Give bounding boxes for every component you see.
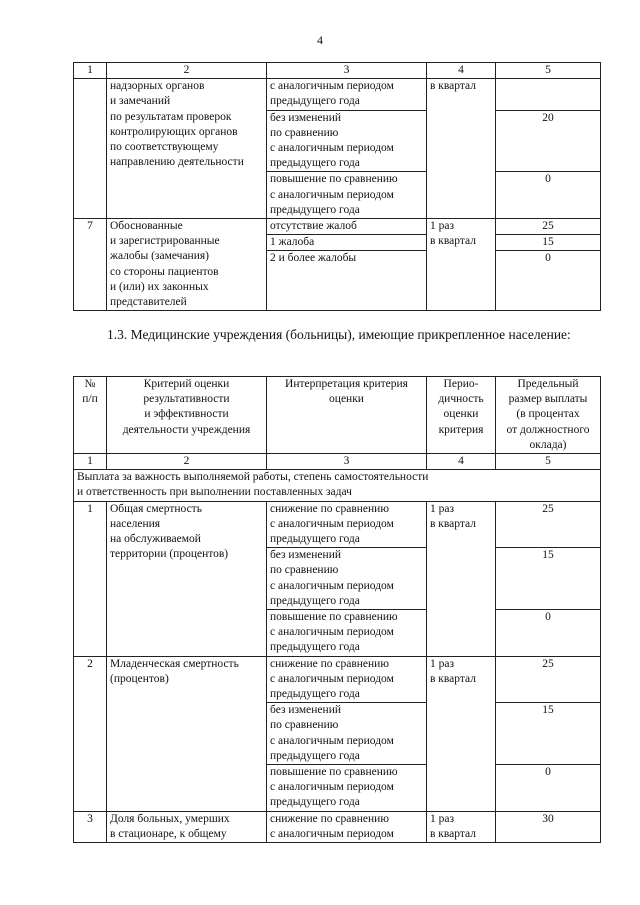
interpretation-cell (267, 610, 427, 657)
header-interpretation: Интерпретация критерия оценки (267, 377, 427, 454)
page-number: 4 (317, 33, 323, 47)
table-row (74, 79, 601, 110)
col-number: 1 (74, 63, 107, 79)
col-number: 2 (107, 63, 267, 79)
period-cell (427, 79, 496, 219)
value-text: 0 (545, 252, 551, 265)
header-max-payment: Предельный размер выплаты (в процентах от должностного оклада) (496, 377, 601, 454)
row-number-cell: 3 (74, 811, 107, 842)
header-period: Перио- дичность оценки критерия (427, 377, 496, 454)
interpretation-cell (267, 501, 427, 548)
interpretation-cell (267, 79, 427, 110)
interpretation-text: 2 и более жалобы (270, 252, 357, 265)
period-cell (427, 811, 496, 842)
value-cell: 15 (496, 703, 601, 765)
table-row (74, 501, 601, 548)
row-number-cell (74, 79, 107, 219)
table-header-numbering (74, 63, 601, 79)
interpretation-text: отсутствие жалоб (267, 219, 426, 235)
criterion-cell (107, 501, 267, 656)
interpretation-cell (267, 765, 427, 812)
header-criterion: Критерий оценки результативности и эффективности деятельности учреждения (107, 377, 267, 454)
interpretation-cell (267, 811, 427, 842)
value-cell (496, 79, 601, 110)
col-number: 4 (427, 63, 496, 79)
interpretation-text: снижение по сравнению с аналогичным периодом (270, 812, 394, 840)
interpretation-cell (267, 219, 427, 311)
criterion-cell (107, 79, 267, 219)
value-cell: 25 (496, 501, 601, 548)
value-cell: 0 (496, 172, 601, 219)
col-number: 2 (107, 454, 267, 470)
period-text: 1 раз в квартал (430, 220, 476, 248)
col-number: 3 (267, 63, 427, 79)
table-row (74, 811, 601, 842)
criterion-text: Обоснованные и зарегистрированные жалобы (замечания) со стороны пациентов и (или) их законных представителей (110, 220, 220, 309)
period-text: в квартал (430, 80, 476, 93)
col-number: 5 (496, 454, 601, 470)
value-text: 15 (496, 235, 600, 251)
table-header-numbering (74, 454, 601, 470)
period-text: 1 раз в квартал (430, 657, 476, 685)
interpretation-text: без изменений по сравнению с аналогичным периодом предыдущего года (270, 111, 394, 170)
row-number-cell: 1 (74, 501, 107, 656)
value-cell: 20 (496, 110, 601, 172)
period-cell (427, 501, 496, 656)
interpretation-text: 1 жалоба (267, 235, 426, 251)
period-cell (427, 219, 496, 311)
interpretation-text: снижение по сравнению с аналогичным периодом предыдущего года (270, 502, 394, 546)
criterion-text: надзорных органов и замечаний по результатам проверок контролирующих органов по соответствующему направлению деятельности (110, 80, 244, 169)
interpretation-text: снижение по сравнению с аналогичным периодом предыдущего года (270, 657, 394, 701)
criterion-text: Общая смертность населения на обслуживаемой территории (процентов) (110, 502, 229, 561)
interpretation-text: без изменений по сравнению с аналогичным периодом предыдущего года (270, 549, 394, 607)
criterion-cell (107, 219, 267, 311)
payment-category-band (74, 470, 601, 501)
value-cell (496, 219, 601, 311)
criterion-cell (107, 811, 267, 842)
period-text: 1 раз в квартал (430, 502, 476, 530)
interpretation-cell (267, 172, 427, 219)
section-heading (73, 326, 600, 343)
interpretation-text: повышение по сравнению с аналогичным периодом предыдущего года (270, 611, 398, 654)
criterion-text: Доля больных, умерших в стационаре, к общему (110, 812, 230, 840)
value-cell: 25 (496, 656, 601, 703)
hospital-criteria-table (73, 376, 601, 843)
interpretation-cell (267, 548, 427, 610)
table-header (74, 377, 601, 454)
interpretation-cell (267, 703, 427, 765)
band-text: Выплата за важность выполняемой работы, степень самостоятельности и ответственность при выполнении поставленных задач (77, 471, 429, 499)
criteria-table-continued (73, 62, 601, 311)
interpretation-text: с аналогичным периодом предыдущего года (270, 80, 394, 108)
col-number: 5 (496, 63, 601, 79)
value-cell: 0 (496, 765, 601, 812)
value-cell: 0 (496, 610, 601, 657)
criterion-cell (107, 656, 267, 811)
value-cell: 15 (496, 548, 601, 610)
header-number: № п/п (74, 377, 107, 454)
value-cell: 30 (496, 811, 601, 842)
col-number: 1 (74, 454, 107, 470)
row-number-cell: 2 (74, 656, 107, 811)
interpretation-text: без изменений по сравнению с аналогичным периодом предыдущего года (270, 704, 394, 762)
interpretation-cell (267, 110, 427, 172)
table-row (74, 656, 601, 703)
interpretation-text: повышение по сравнению с аналогичным периодом предыдущего года (270, 766, 398, 809)
row-number-cell: 7 (74, 219, 107, 311)
table-row (74, 219, 601, 311)
col-number: 4 (427, 454, 496, 470)
value-text: 25 (496, 219, 600, 235)
period-text: 1 раз в квартал (430, 812, 476, 840)
band-cell (74, 470, 601, 501)
interpretation-text: повышение по сравнению с аналогичным периодом предыдущего года (270, 173, 398, 216)
interpretation-cell (267, 656, 427, 703)
criterion-text: Младенческая смертность (процентов) (110, 657, 239, 685)
col-number: 3 (267, 454, 427, 470)
section-heading-text: 1.3. Медицинские учреждения (больницы), имеющие прикрепленное население: (107, 327, 571, 342)
period-cell (427, 656, 496, 811)
